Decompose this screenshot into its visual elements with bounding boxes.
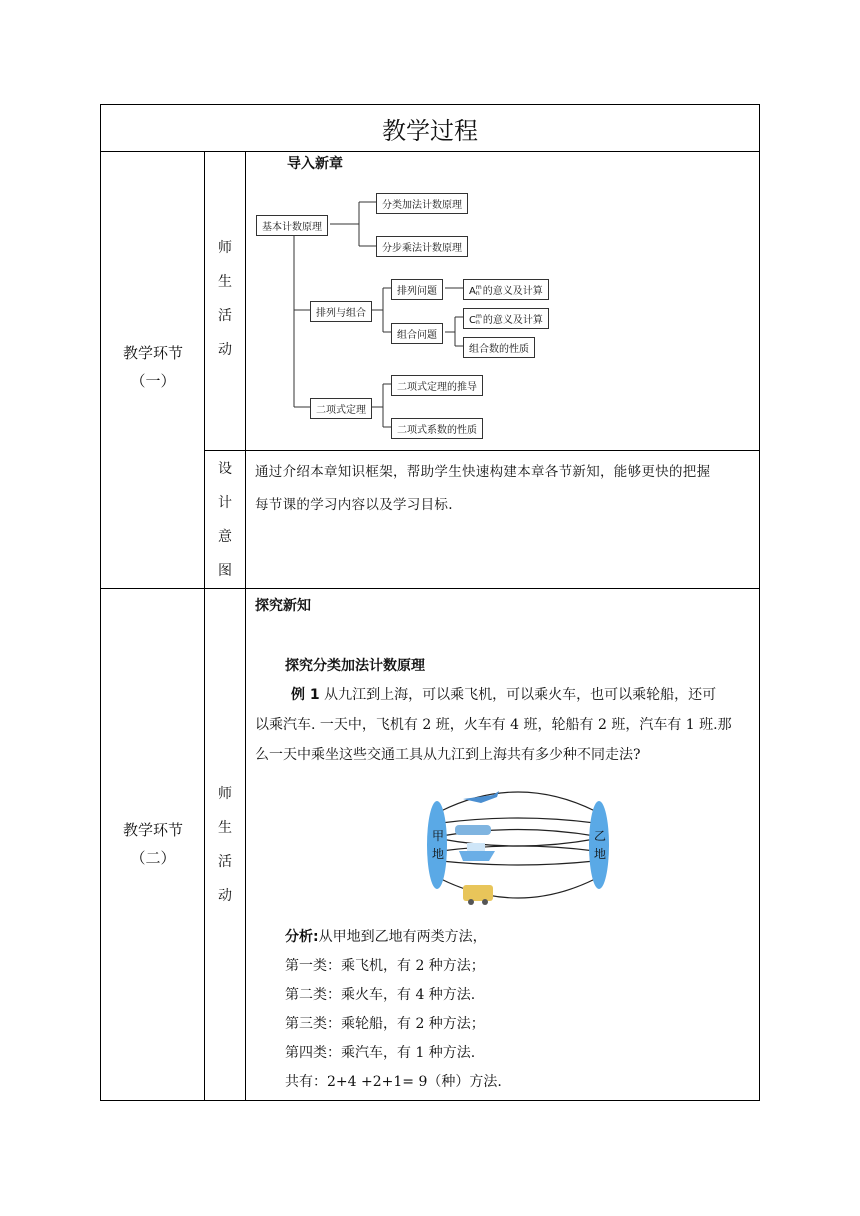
analysis-line: 第二类：乘火车，有 4 种方法. [285, 987, 476, 1003]
route-diagram [423, 781, 613, 911]
activity-char: 活 [218, 308, 232, 324]
activity-char: 动 [218, 888, 232, 904]
subscript: n [475, 319, 480, 326]
stage-number: （二） [130, 849, 176, 867]
example-line: 么一天中乘坐这些交通工具从九江到上海共有多少种不同走法? [255, 747, 641, 763]
mindmap-connectors [101, 105, 759, 450]
superscript: m [475, 313, 482, 320]
node-text: 的意义及计算 [482, 286, 543, 297]
ship-icon [459, 843, 495, 861]
bus-icon [463, 885, 493, 905]
mindmap-node: 排列与组合 [310, 301, 372, 322]
design-line: 通过介绍本章知识框架，帮助学生快速构建本章各节新知，能够更快的把握 [255, 464, 711, 480]
activity-char: 生 [218, 820, 232, 836]
activity-char: 生 [218, 274, 232, 290]
mindmap-node: 组合问题 [391, 323, 443, 344]
analysis-line: 第三类：乘轮船，有 2 种方法； [285, 1016, 485, 1032]
example-label: 例 1 [291, 687, 320, 703]
analysis-line: 第一类：乘飞机，有 2 种方法； [285, 958, 485, 974]
a-symbol: A [469, 286, 476, 297]
superscript: m [475, 284, 482, 291]
activity-label-two [205, 777, 245, 913]
mindmap-node-combination [463, 308, 549, 329]
train-icon [455, 825, 491, 835]
analysis-block [285, 923, 755, 1097]
activity-char: 动 [218, 342, 232, 358]
example-line: 以乘汽车. 一天中，飞机有 2 班，火车有 4 班，轮船有 2 班，汽车有 1 班.那 [255, 717, 732, 733]
mindmap-node: 组合数的性质 [463, 337, 535, 358]
section-heading: 导入新章 [287, 156, 343, 172]
plane-icon [463, 791, 499, 803]
analysis-label: 分析: [285, 929, 319, 945]
origin-label: 甲地 [431, 829, 444, 861]
c-symbol: C [469, 315, 476, 326]
table-title: 教学过程 [382, 116, 478, 145]
node-text: 的意义及计算 [482, 315, 543, 326]
design-char: 图 [218, 563, 232, 579]
analysis-line: 共有：2+4 +2+1= 9（种）方法. [285, 1074, 502, 1090]
mindmap-node: 二项式系数的性质 [391, 418, 483, 439]
example-line [255, 680, 755, 710]
design-char: 意 [218, 529, 232, 545]
activity-char: 师 [218, 786, 232, 802]
mindmap-node: 二项式定理 [310, 398, 372, 419]
stage-label: 教学环节 [122, 344, 183, 362]
section-heading: 探究新知 [255, 598, 311, 614]
mindmap-node: 排列问题 [391, 279, 443, 300]
mindmap-node: 二项式定理的推导 [391, 375, 483, 396]
activity-char: 师 [218, 240, 232, 256]
analysis-text: 从甲地到乙地有两类方法， [318, 929, 487, 945]
destination-label: 乙地 [593, 829, 606, 861]
activity-design-divider [205, 450, 759, 451]
mindmap-node: 分步乘法计数原理 [376, 236, 468, 257]
example-line-text: 从九江到上海，可以乘飞机，可以乘火车，也可以乘轮船，还可 [324, 687, 717, 703]
design-label [205, 452, 245, 588]
design-text [255, 456, 753, 522]
activity-char: 活 [218, 854, 232, 870]
mindmap-node-permutation [463, 279, 549, 300]
stage-number: （一） [130, 372, 176, 390]
example-text [255, 680, 755, 770]
teaching-process-table [100, 104, 760, 1101]
analysis-line [285, 923, 755, 952]
analysis-line: 第四类：乘汽车，有 1 种方法. [285, 1045, 476, 1061]
design-line: 每节课的学习内容以及学习目标. [255, 497, 453, 513]
subscript: n [475, 290, 480, 297]
subheading: 探究分类加法计数原理 [285, 658, 425, 674]
section-divider [101, 588, 759, 589]
stage-label: 教学环节 [122, 821, 183, 839]
stage-two [101, 816, 205, 872]
mindmap-node: 分类加法计数原理 [376, 193, 468, 214]
mindmap-root: 基本计数原理 [256, 215, 328, 236]
design-char: 计 [218, 495, 232, 511]
design-char: 设 [218, 461, 232, 477]
